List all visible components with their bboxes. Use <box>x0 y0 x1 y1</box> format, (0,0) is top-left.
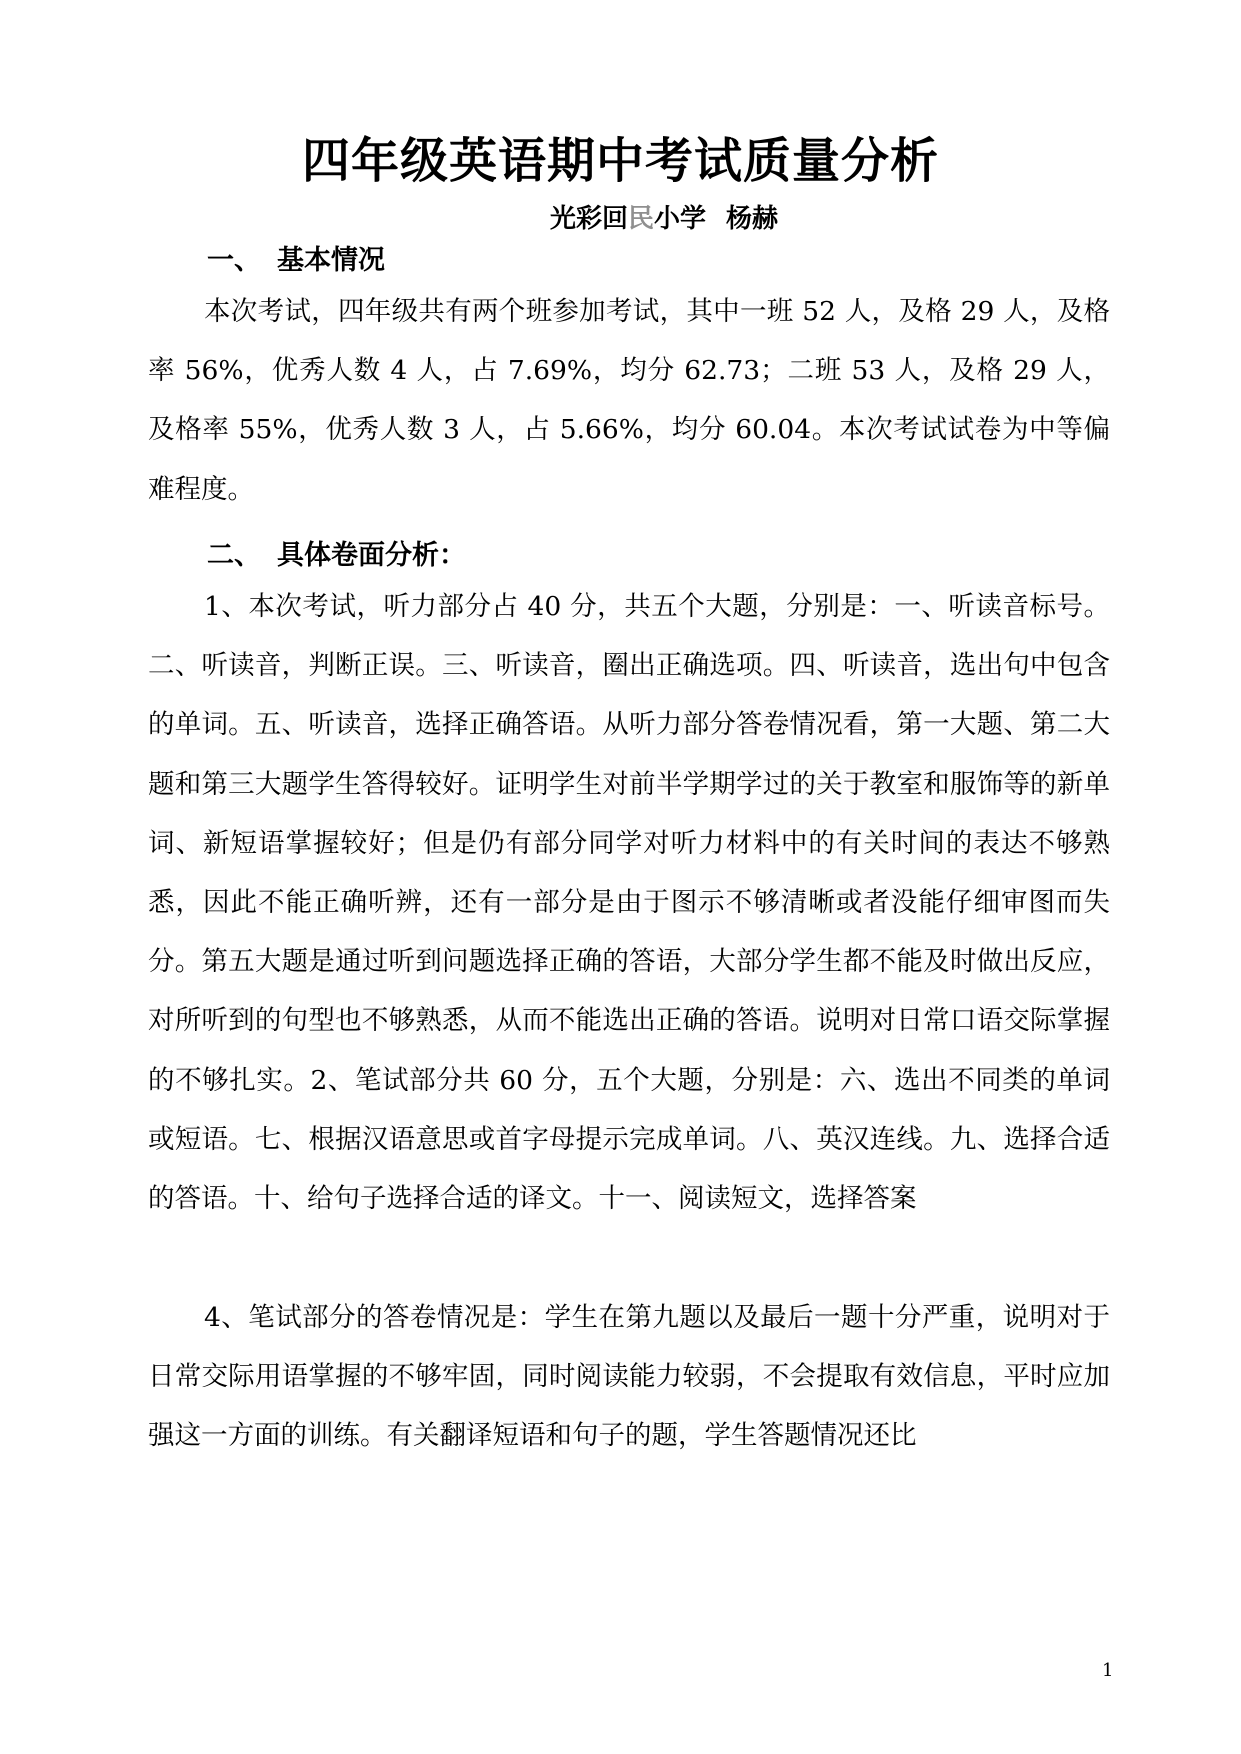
section-title: 具体卷面分析： <box>277 540 466 571</box>
section-number: 一、 <box>207 245 261 276</box>
section-title: 基本情况 <box>277 245 385 276</box>
author-name: 杨赫 <box>726 204 779 234</box>
page-number: 1 <box>1102 1660 1114 1681</box>
section-heading-analysis <box>207 533 466 572</box>
paragraph-written-analysis: 4、笔试部分的答卷情况是：学生在第九题以及最后一题十分严重，说明对于日常交际用语掌握的不够牢固，同时阅读能力较弱，不会提取有效信息，平时应加强这一方面的训练。有关翻译短语和句子的题，学生答题情况还比 <box>148 1302 1110 1452</box>
paragraph-basic-info: 本次考试，四年级共有两个班参加考试，其中一班 52 人，及格 29 人，及格率 56%，优秀人数 4 人，占 7.69%，均分 62.73；二班 53 人，及格 29 人，及格率 55%，优秀人数 3 人，占 5.66%，均分 60.04。本次考试试卷为中等偏难程度。 <box>148 296 1110 505</box>
section-heading-basic <box>207 238 385 277</box>
school-name-suffix: 小学 <box>654 204 707 234</box>
school-name-highlight: 民 <box>628 204 655 234</box>
school-name-prefix: 光彩回 <box>550 204 629 234</box>
document-title: 四年级英语期中考试质量分析 <box>301 133 939 189</box>
section-number: 二、 <box>207 540 261 571</box>
author-line <box>550 198 778 235</box>
paragraph-listening-analysis: 1、本次考试，听力部分占 40 分，共五个大题，分别是：一、听读音标号。二、听读音，判断正误。三、听读音，圈出正确选项。四、听读音，选出句中包含的单词。五、听读音，选择正确答语。从听力部分答卷情况看，第一大题、第二大题和第三大题学生答得较好。证明学生对前半学期学过的关于教室和服饰等的新单词、新短语掌握较好；但是仍有部分同学对听力材料中的有关时间的表达不够熟悉，因此不能正确听辨，还有一部分是由于图示不够清晰或者没能仔细审图而失分。第五大题是通过听到问题选择正确的答语，大部分学生都不能及时做出反应，对所听到的句型也不够熟悉，从而不能选出正确的答语。说明对日常口语交际掌握的不够扎实。2、笔试部分共 60 分，五个大题，分别是：六、选出不同类的单词或短语。七、根据汉语意思或首字母提示完成单词。八、英汉连线。九、选择合适的答语。十、给句子选择合适的译文。十一、阅读短文，选择答案 <box>148 591 1110 1215</box>
